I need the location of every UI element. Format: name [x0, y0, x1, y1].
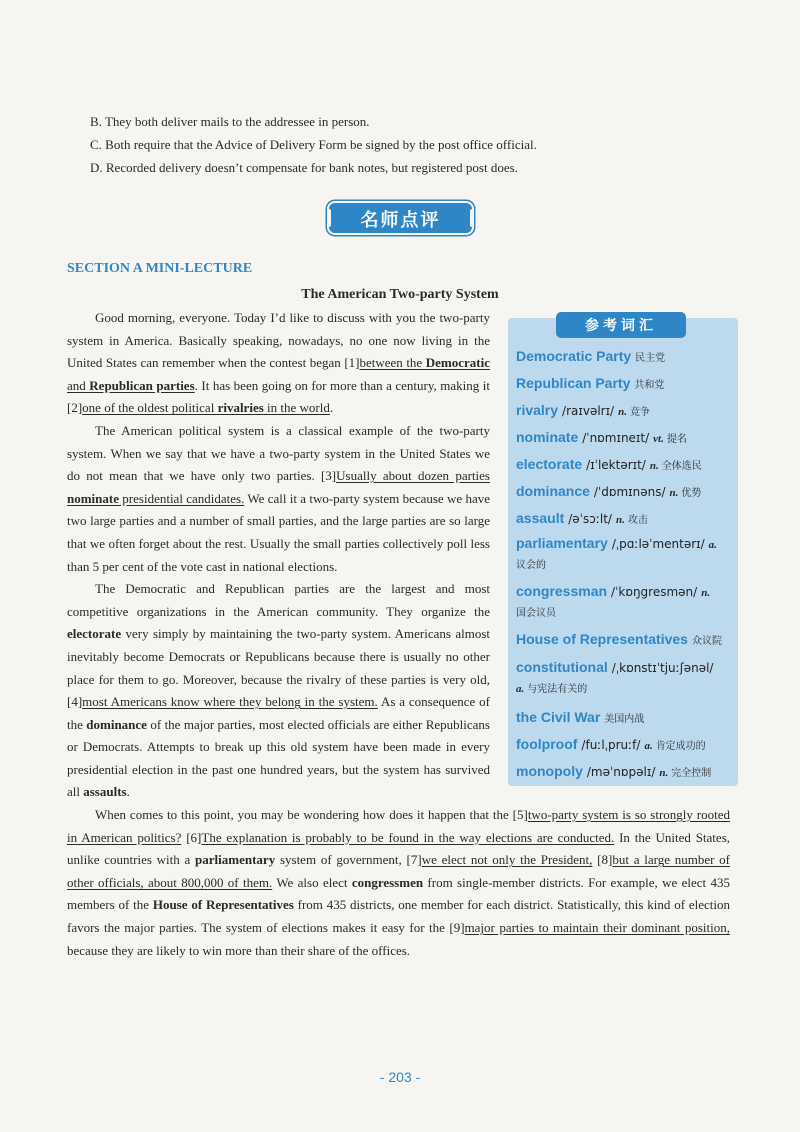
vocab-entry: electorate /ɪˈlektərɪt/ n. 全体选民 — [516, 456, 702, 472]
paragraph-4: When comes to this point, you may be wondering how does it happen that the [5]two-party system is so strongly rooted in American politics? [6]The explanation is probably to be found in the way elections are conducted. In the United States, unlike countries with a parliamentary system of government, [7]we elect not only the President, [8]but a large number of other officials, about 800,000 of them. We also elect congressmen from single-member districts. For example, we elect 435 members of the House of Representatives from 435 districts, one member for each district. Statistically, this kind of election favors the major parties. The system of elections makes it easy for the [9]major parties to maintain their dominant position, because they are likely to win more than their share of the offices. — [67, 807, 731, 958]
commentary-banner — [329, 203, 472, 233]
vocab-entry: parliamentary /ˌpɑːləˈmentərɪ/ a. 议会的 — [516, 535, 717, 571]
option-b: B. They both deliver mails to the addressee in person. — [90, 114, 370, 129]
vocab-entry: dominance /ˈdɒmɪnəns/ n. 优势 — [516, 483, 702, 499]
vocab-entry: assault /əˈsɔːlt/ n. 攻击 — [516, 510, 648, 526]
vocab-entry: rivalry /raɪvəlrɪ/ n. 竞争 — [516, 402, 650, 418]
vocab-entry: monopoly /məˈnɒpəlɪ/ n. 完全控制 — [516, 763, 712, 779]
option-c: C. Both require that the Advice of Delivery Form be signed by the post office official. — [90, 137, 537, 152]
vocab-entry: House of Representatives 众议院 — [516, 631, 722, 647]
paragraph-3: The Democratic and Republican parties are the largest and most competitive organizations in the American community. They organize the electorate very simply by maintaining the two-party system. Americans almost inevitably become Democrats or Republicans because there is usually no other place for them to go. Moreover, because the rivalry of these parties is very old, [4]most Americans know where they belong in the system. As a consequence of the dominance of the major parties, most elected officials are either Republicans or Democrats. Attempts to break up this old system have been made in every presidential election in the past one hundred years, but the system has survived all assaults. — [67, 581, 490, 800]
vocab-entry: the Civil War 美国内战 — [516, 709, 645, 725]
vocab-entry: constitutional /ˌkɒnstɪˈtjuːʃənəl/ a. 与宪法有关的 — [516, 659, 714, 695]
page-number: - 203 - — [379, 1069, 421, 1085]
vocabulary-header-label: 参考词汇 — [585, 318, 657, 334]
vocab-entry: foolproof /fuːlˌpruːf/ a. 肯定成功的 — [516, 736, 706, 752]
lecture-title: The American Two-party System — [301, 287, 499, 302]
lecture-body — [67, 307, 730, 962]
option-d: D. Recorded delivery doesn’t compensate for bank notes, but registered post does. — [90, 160, 518, 175]
paragraph-1: Good morning, everyone. Today I’d like to discuss with you the two-party system in America. Basically speaking, nowadays, no one now living in the United States can remember when the contest began [1]between the Democratic and Republican parties. It has been going on for more than a century, making it [2]one of the oldest political rivalries in the world. — [67, 310, 491, 416]
banner-title: 名师点评 — [360, 210, 441, 231]
vocab-entry: nominate /ˈnɒmɪneɪt/ vt. 提名 — [516, 429, 687, 445]
paragraph-2: The American political system is a classical example of the two-party system. When we say that we have a two-party system in the United States we do not mean that we have only two parties. [3]Usually about dozen parties nominate presidential candidates. We call it a two-party system because we have two large parties and a number of small parties, and the large parties are so large that we often forget about the rest. Usually the small parties collectively poll less than 5 per cent of the vote cast in national elections. — [67, 422, 490, 574]
vocab-entry: congressman /ˈkɒŋgresmən/ n. 国会议员 — [516, 583, 711, 619]
vocab-entry: Democratic Party 民主党 — [516, 348, 666, 364]
section-heading: SECTION A MINI-LECTURE — [67, 261, 253, 276]
vocab-entry: Republican Party 共和党 — [516, 375, 665, 391]
